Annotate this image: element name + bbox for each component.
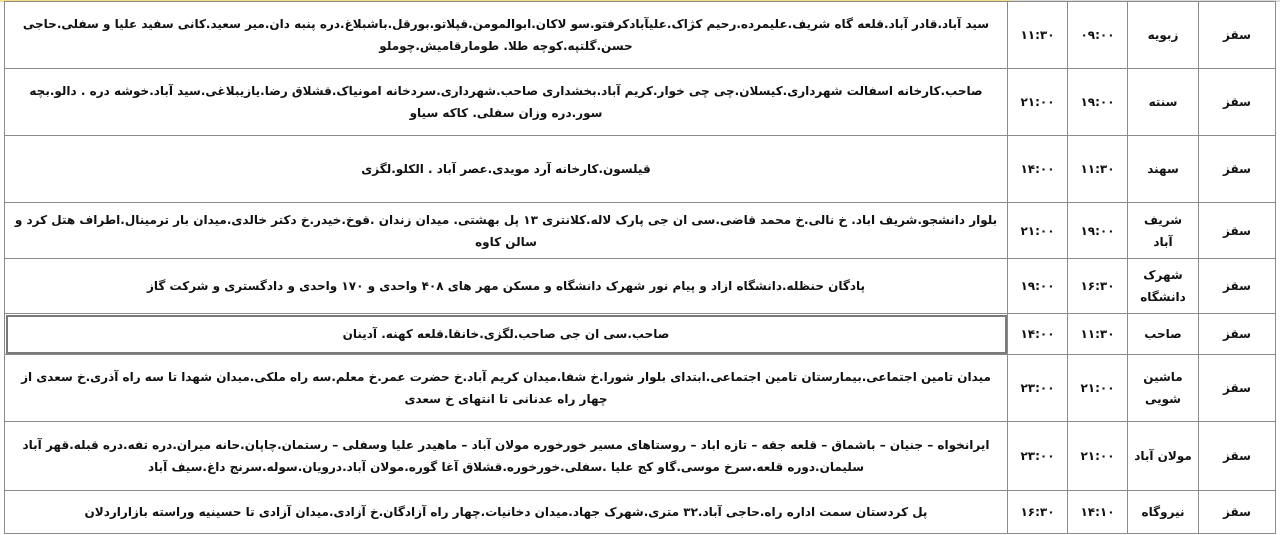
- neighborhood-cell: شهرک دانشگاه: [1128, 259, 1199, 314]
- areas-cell: صاحب.کارخانه اسفالت شهرداری.کیسلان.چی چی خوار.کریم آباد.بخشداری صاحب.شهرداری.سردخانه امونیاک.قشلاق رضا.یازیبلاغی.سید آباد.خوشه دره . دالو.بچه سور.دره وزان سفلی. کاکه سیاو: [5, 69, 1008, 136]
- start-time-cell: ۲۱:۰۰: [1068, 422, 1128, 491]
- city-cell: سقز: [1199, 314, 1276, 355]
- city-cell: سقز: [1199, 69, 1276, 136]
- areas-cell: میدان تامین اجتماعی.بیمارستان تامین اجتماعی.ابتدای بلوار شورا.خ شفا.میدان کریم آباد.خ حضرت عمر.خ معلم.سه راه ملکی.میدان شهدا تا سه راه آذری.خ سعدی از چهار راه عدنانی تا انتهای خ سعدی: [5, 355, 1008, 422]
- neighborhood-cell: سنته: [1128, 69, 1199, 136]
- end-time-cell: ۱۴:۰۰: [1008, 136, 1068, 203]
- areas-cell: قیلسون.کارخانه آرد مویدی.عصر آباد . الکلو.لگزی: [5, 136, 1008, 203]
- city-cell: سقز: [1199, 2, 1276, 69]
- start-time-cell: ۲۱:۰۰: [1068, 355, 1128, 422]
- end-time-cell: ۱۹:۰۰: [1008, 259, 1068, 314]
- areas-cell: پل کردستان سمت اداره راه.حاجی آباد.۳۲ متری.شهرک جهاد.میدان دخانیات.چهار راه آزادگان.خ آزادی.میدان آزادی تا حسینیه وراسته بازاراردلان: [5, 491, 1008, 534]
- city-cell: سقز: [1199, 355, 1276, 422]
- start-time-cell: ۱۱:۳۰: [1068, 314, 1128, 355]
- areas-cell: پادگان حنظله.دانشگاه ازاد و پیام نور شهرک دانشگاه و مسکن مهر های ۴۰۸ واحدی و ۱۷۰ واحدی و دادگستری و شرکت گاز: [5, 259, 1008, 314]
- outage-schedule-table: [4, 1, 1276, 534]
- end-time-cell: ۱۴:۰۰: [1008, 314, 1068, 355]
- end-time-cell: ۲۳:۰۰: [1008, 422, 1068, 491]
- city-cell: سقز: [1199, 491, 1276, 534]
- city-cell: سقز: [1199, 136, 1276, 203]
- table-row: [5, 69, 1276, 136]
- areas-cell: بلوار دانشجو.شریف اباد. خ نالی.خ محمد قاضی.سی ان جی پارک لاله.کلانتری ۱۳ پل بهشتی. میدان زندان .قوخ.خیدر.خ دکتر خالدی.میدان بار ترمینال.اطراف هتل کرد و سالن کاوه: [5, 203, 1008, 259]
- start-time-cell: ۱۹:۰۰: [1068, 69, 1128, 136]
- city-cell: سقز: [1199, 422, 1276, 491]
- neighborhood-cell: سهند: [1128, 136, 1199, 203]
- neighborhood-cell: صاحب: [1128, 314, 1199, 355]
- areas-cell: ایرانخواه – جنیان – باشماق – قلعه جقه – تازه اباد – روستاهای مسیر خورخوره مولان آباد – ماهیدر علیا وسفلی – رستمان.چاپان.حانه میران.دره تفه.دره قبله.قهر آباد سلیمان.دوره قلعه.سرخ موسی.گاو کج علیا .سفلی.خورخوره.قشلاق آغا گوره.مولان آباد.درویان.سوله.سرنج داغ.سیف آباد: [5, 422, 1008, 491]
- table-row: [5, 259, 1276, 314]
- start-time-cell: ۱۴:۱۰: [1068, 491, 1128, 534]
- table-row: [5, 491, 1276, 534]
- table-row: [5, 136, 1276, 203]
- start-time-cell: ۱۹:۰۰: [1068, 203, 1128, 259]
- end-time-cell: ۲۱:۰۰: [1008, 203, 1068, 259]
- neighborhood-cell: شریف آباد: [1128, 203, 1199, 259]
- end-time-cell: ۲۳:۰۰: [1008, 355, 1068, 422]
- areas-cell-selected[interactable]: صاحب.سی ان جی صاحب.لگزی.خانقا.قلعه کهنه. آدینان: [5, 314, 1008, 355]
- table-row: [5, 2, 1276, 69]
- end-time-cell: ۲۱:۰۰: [1008, 69, 1068, 136]
- table-row: [5, 422, 1276, 491]
- table-row: [5, 203, 1276, 259]
- neighborhood-cell: زبویه: [1128, 2, 1199, 69]
- start-time-cell: ۱۶:۳۰: [1068, 259, 1128, 314]
- neighborhood-cell: نیروگاه: [1128, 491, 1199, 534]
- end-time-cell: ۱۶:۳۰: [1008, 491, 1068, 534]
- city-cell: سقز: [1199, 259, 1276, 314]
- neighborhood-cell: ماشین شویی: [1128, 355, 1199, 422]
- start-time-cell: ۱۱:۳۰: [1068, 136, 1128, 203]
- end-time-cell: ۱۱:۳۰: [1008, 2, 1068, 69]
- start-time-cell: ۰۹:۰۰: [1068, 2, 1128, 69]
- table-row: [5, 314, 1276, 355]
- table-row: [5, 355, 1276, 422]
- neighborhood-cell: مولان آباد: [1128, 422, 1199, 491]
- city-cell: سقز: [1199, 203, 1276, 259]
- areas-cell: سید آباد.قادر آباد.قلعه گاه شریف.علیمرده.رحیم کژاک.علیآبادکرفتو.سو لاکان.ابوالمومن.قپلاتو.بورقل.باشبلاغ.دره پنبه دان.میر سعید.کانی سفید علیا و سفلی.حاجی حسن.گلتپه.کوچه طلا. طومارقامیش.چوملو: [5, 2, 1008, 69]
